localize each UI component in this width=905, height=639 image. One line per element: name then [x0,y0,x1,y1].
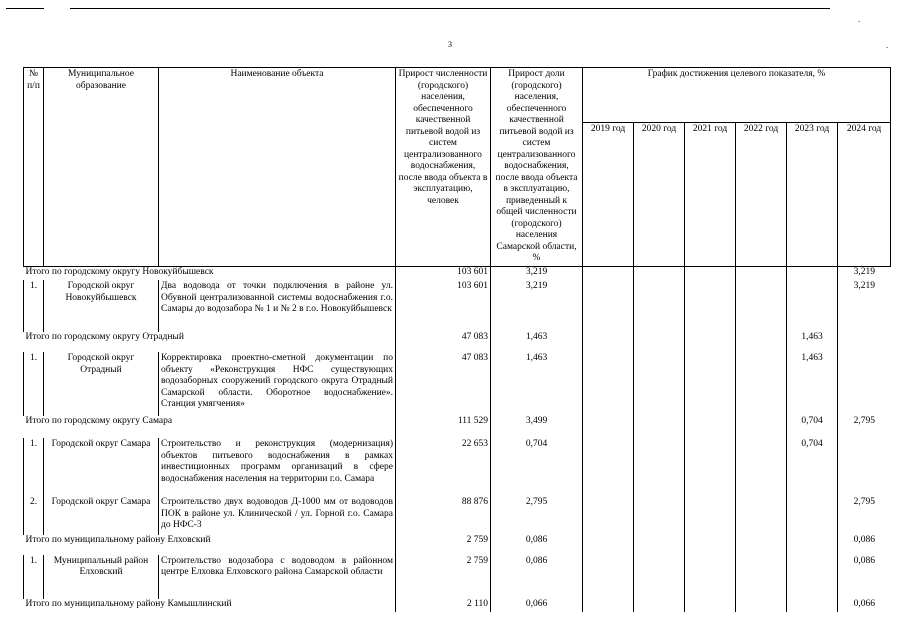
col-header-year: 2022 год [736,123,787,266]
year-2024-value: 0,086 [838,555,891,599]
share-value: 3,219 [491,266,583,280]
year-2023-value: 1,463 [787,332,838,352]
year-2020-cell [634,438,685,496]
population-value: 22 653 [396,438,491,496]
year-2023-value [787,599,838,613]
year-2024-value [838,332,891,352]
table-row [24,496,891,535]
year-2019-cell [583,416,634,438]
share-value: 1,463 [491,332,583,352]
share-value: 0,086 [491,535,583,555]
target-indicator-table [23,67,891,612]
year-2019-cell [583,496,634,535]
row-number: 1. [24,280,44,332]
year-2022-cell [736,280,787,332]
col-header-municipality: Муниципальное образование [44,68,159,267]
table-row-total [24,535,891,555]
object-cell: Строительство и реконструкция (модернизация) объектов питьевого водоснабжения в рамках инвестиционных программ организаций в сфере водоснабжения населения на территории г.о. Самара [159,438,396,496]
year-2019-cell [583,555,634,599]
municipality-cell: Муниципальный район Елховский [44,555,159,599]
year-2022-cell [736,496,787,535]
population-value: 2 759 [396,535,491,555]
col-header-share: Прирост доли (городского) населения, обеспеченного качественной питьевой водой из систем централизованного водоснабжения, после ввода объекта в эксплуатацию, приведенный к общей численности (городского) населения Самарской области, % [491,68,583,267]
year-2024-value: 3,219 [838,280,891,332]
year-2020-cell [634,555,685,599]
year-2022-cell [736,332,787,352]
table-row-total [24,332,891,352]
year-2021-cell [685,332,736,352]
year-2023-value: 1,463 [787,352,838,416]
year-2019-cell [583,332,634,352]
share-value: 3,499 [491,416,583,438]
year-2022-cell [736,599,787,613]
year-2022-cell [736,555,787,599]
year-2024-value: 2,795 [838,496,891,535]
total-label: Итого по муниципальному району Камышлинский [25,598,232,609]
population-value: 47 083 [396,332,491,352]
year-2020-cell [634,280,685,332]
year-2023-value [787,266,838,280]
population-value: 103 601 [396,266,491,280]
share-value: 0,086 [491,555,583,599]
year-2024-value: 0,086 [838,535,891,555]
population-value: 2 759 [396,555,491,599]
year-2020-cell [634,332,685,352]
year-2021-cell [685,266,736,280]
year-2024-value: 0,066 [838,599,891,613]
population-value: 88 876 [396,496,491,535]
total-label: Итого по городскому округу Новокуйбышевск [25,266,214,277]
year-2022-cell [736,352,787,416]
year-2023-value [787,555,838,599]
row-number: 2. [24,496,44,535]
col-header-population: Прирост численности (городского) населения, обеспеченного качественной питьевой водой из систем централизованного водоснабжения, после ввода объекта в эксплуатацию, человек [396,68,491,267]
table-row-total [24,416,891,438]
year-2020-cell [634,535,685,555]
year-2019-cell [583,352,634,416]
col-header-year: 2019 год [583,123,634,266]
year-2022-cell [736,438,787,496]
year-2024-value: 2,795 [838,416,891,438]
population-value: 103 601 [396,280,491,332]
year-2023-value: 0,704 [787,438,838,496]
year-2021-cell [685,352,736,416]
population-value: 111 529 [396,416,491,438]
year-2021-cell [685,535,736,555]
row-number: 1. [24,352,44,416]
total-label: Итого по муниципальному району Елховский [25,534,211,545]
year-2024-value [838,438,891,496]
table-row [24,555,891,599]
total-label: Итого по городскому округу Отрадный [25,332,184,342]
year-2022-cell [736,535,787,555]
year-2023-value [787,496,838,535]
object-cell: Корректировка проектно-сметной документации по объекту «Реконструкция НФС существующих водозаборных сооружений городского округа Отрадный Самарской области. Оборотное водоснабжение». Станция умягчения» [159,352,396,416]
object-cell: Строительство двух водоводов Д-1000 мм от водоводов ПОК в районе ул. Клинической / ул. Горной г.о. Самара до НФС-3 [159,496,396,535]
municipality-cell: Городской округ Самара [44,496,159,535]
municipality-cell: Городской округ Новокуйбышевск [44,280,159,332]
col-header-schedule: График достижения целевого показателя, % [583,68,891,123]
page-number: 3 [448,40,452,49]
share-value: 0,704 [491,438,583,496]
share-value: 0,066 [491,599,583,613]
table-row-total [24,266,891,280]
year-2021-cell [685,280,736,332]
scan-mark: . [858,14,861,24]
share-value: 2,795 [491,496,583,535]
year-2020-cell [634,416,685,438]
row-number: 1. [24,438,44,496]
year-2020-cell [634,352,685,416]
col-header-year: 2020 год [634,123,685,266]
year-2021-cell [685,416,736,438]
year-2019-cell [583,438,634,496]
share-value: 1,463 [491,352,583,416]
object-cell: Строительство водозабора с водоводом в районном центре Елховка Елховского района Самарской области [159,555,396,599]
year-2024-value: 3,219 [838,266,891,280]
row-number: 1. [24,555,44,599]
population-value: 2 110 [396,599,491,613]
year-2023-value [787,280,838,332]
scan-mark: . [886,40,889,50]
share-value: 3,219 [491,280,583,332]
total-label: Итого по городскому округу Самара [25,416,173,426]
col-header-object: Наименование объекта [159,68,396,267]
year-2021-cell [685,599,736,613]
year-2020-cell [634,266,685,280]
col-header-year: 2024 год [838,123,891,266]
year-2021-cell [685,496,736,535]
year-2019-cell [583,280,634,332]
year-2019-cell [583,599,634,613]
population-value: 47 083 [396,352,491,416]
table-row-total [24,599,891,613]
year-2024-value [838,352,891,416]
year-2020-cell [634,599,685,613]
municipality-cell: Городской округ Самара [44,438,159,496]
year-2019-cell [583,266,634,280]
year-2023-value: 0,704 [787,416,838,438]
top-rule [70,8,830,9]
year-2022-cell [736,416,787,438]
municipality-cell: Городской округ Отрадный [44,352,159,416]
top-rule-left [6,8,44,9]
year-2021-cell [685,555,736,599]
year-2021-cell [685,438,736,496]
year-2023-value [787,535,838,555]
col-header-number: № п/п [24,68,44,267]
year-2022-cell [736,266,787,280]
table-row [24,438,891,496]
table-row [24,280,891,332]
year-2020-cell [634,496,685,535]
col-header-year: 2023 год [787,123,838,266]
object-cell: Два водовода от точки подключения в районе ул. Обувной централизованной системы водоснабжения г.о. Самары до водозабора № 1 и № 2 в г.о. Новокуйбышевск [159,280,396,332]
col-header-year: 2021 год [685,123,736,266]
year-2019-cell [583,535,634,555]
table-row [24,352,891,416]
